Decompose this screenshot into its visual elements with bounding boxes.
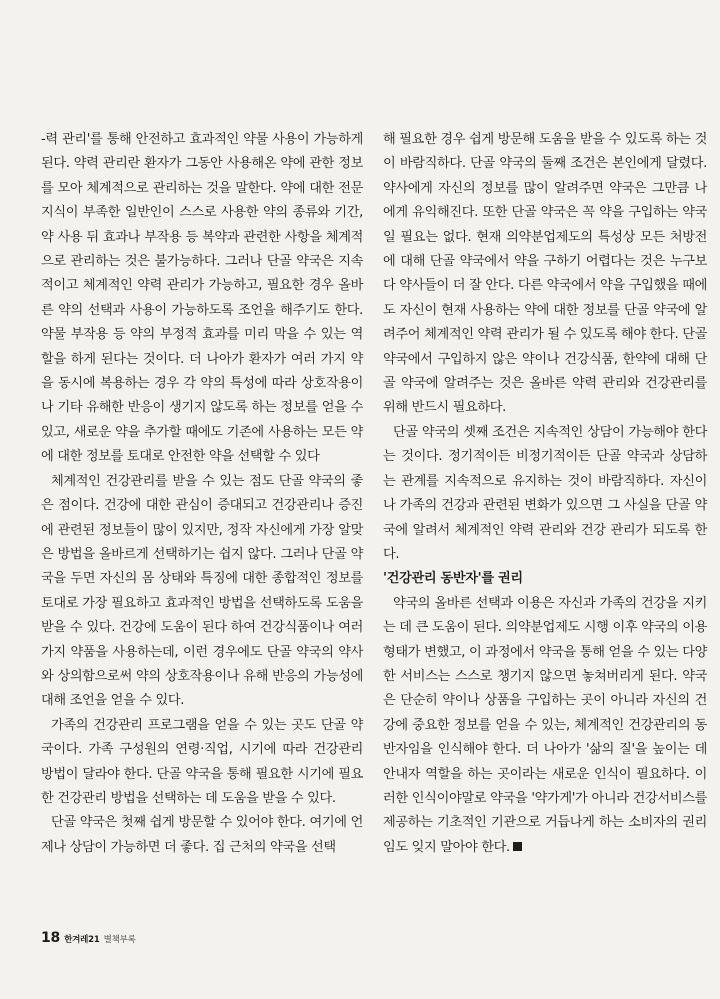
body-paragraph: 단골 약국은 첫째 쉽게 방문할 수 있어야 한다. 여기에 언제나 상담이 가능하면 더 좋다. 집 근처의 약국을 선택 <box>41 815 363 855</box>
body-paragraph: 단골 약국의 셋째 조건은 지속적인 상담이 가능해야 한다는 것이다. 정기적이든 비정기적이든 단골 약국과 상담하는 관계를 지속적으로 유지하는 것이 바람직하다. 자신이나 가족의 건강과 관련된 변화가 있으면 그 사실을 단골 약국에 알려서 체계적인 약력 관리와 건강 관리가 되도록 한다. <box>383 424 707 562</box>
section-name: 별책부록 <box>103 935 136 945</box>
section-heading: '건강관리 동반자'를 권리 <box>383 571 523 587</box>
page-number: 18 <box>41 930 61 946</box>
body-paragraph: 가족의 건강관리 프로그램을 얻을 수 있는 곳도 단골 약국이다. 가족 구성원의 연령·직업, 시기에 따라 건강관리 방법이 달라야 한다. 단골 약국을 통해 필요한 시기에 필요한 건강관리 방법을 선택하는 데 도움을 받을 수 있다. <box>41 717 363 806</box>
body-paragraph: -력 관리'를 통해 안전하고 효과적인 약물 사용이 가능하게 된다. 약력 관리란 환자가 그동안 사용해온 약에 관한 정보를 모아 체계적으로 관리하는 것을 말한다. 약에 대한 전문지식이 부족한 일반인이 스스로 사용한 약의 종류와 기간, 약 사용 뒤 효과나 부작용 등 복약과 관련한 사항을 체계적으로 관리하는 것은 불가능하다. 그러나 단골 약국은 지속적이고 체계적인 약력 관리가 가능하고, 필요한 경우 올바른 약의 선택과 사용이 가능하도록 조언을 해주기도 한다. 약물 부작용 등 약의 부정적 효과를 미리 막을 수 있는 역할을 하게 된다는 것이다. 더 나아가 환자가 여러 가지 약을 동시에 복용하는 경우 각 약의 특성에 따라 상호작용이나 기타 유해한 반응이 생기지 않도록 하는 정보를 얻을 수 있고, 새로운 약을 추가할 때에도 기존에 사용하는 모든 약에 대한 정보를 토대로 안전한 약을 선택할 수 있다 <box>41 132 363 465</box>
body-paragraph: 해 필요한 경우 쉽게 방문해 도움을 받을 수 있도록 하는 것이 바람직하다. 단골 약국의 둘째 조건은 본인에게 달렸다. 약사에게 자신의 정보를 많이 알려주면 약국은 그만큼 나에게 유익해진다. 또한 단골 약국은 꼭 약을 구입하는 약국일 필요는 없다. 현재 의약분업제도의 특성상 모든 처방전에 대해 단골 약국에서 약을 구하기 어렵다는 것은 누구보다 약사들이 더 잘 안다. 다른 약국에서 약을 구입했을 때에도 자신이 현재 사용하는 약에 대한 정보를 단골 약국에 알려주어 체계적인 약력 관리가 될 수 있도록 해야 한다. 단골 약국에서 구입하지 않은 약이나 건강식품, 한약에 대해 단골 약국에 알려주는 것은 올바른 약력 관리와 건강관리를 위해 반드시 필요하다. <box>383 132 707 416</box>
left-column <box>41 128 363 860</box>
body-paragraph <box>383 592 707 860</box>
page-footer <box>41 930 136 946</box>
body-paragraph: 체계적인 건강관리를 받을 수 있는 점도 단골 약국의 좋은 점이다. 건강에 대한 관심이 증대되고 건강관리나 증진에 관련된 정보들이 많이 있지만, 정작 자신에게 가장 알맞은 방법을 올바르게 선택하기는 쉽지 않다. 그러나 단골 약국을 두면 자신의 몸 상태와 특징에 대한 종합적인 정보를 토대로 가장 필요하고 효과적인 방법을 선택하도록 도움을 받을 수 있다. 건강에 도움이 된다 하여 건강식품이나 여러 가지 약품을 사용하는데, 이런 경우에도 단골 약국의 약사와 상의함으로써 약의 상호작용이나 유해 반응의 가능성에 대해 조언을 얻을 수 있다. <box>41 473 363 709</box>
body-paragraph-text: 약국의 올바른 선택과 이용은 자신과 가족의 건강을 지키는 데 큰 도움이 된다. 의약분업제도 시행 이후 약국의 이용 형태가 변했고, 이 과정에서 약국을 통해 얻을 수 있는 다양한 서비스는 스스로 챙기지 않으면 놓쳐버리게 된다. 약국은 단순히 약이나 상품을 구입하는 곳이 아니라 자신의 건강에 중요한 정보를 얻을 수 있는, 체계적인 건강관리의 동반자임을 인식해야 한다. 더 나아가 '삶의 질'을 높이는 데 안내자 역할을 하는 곳이라는 새로운 인식이 필요하다. 이러한 인식이야말로 약국을 '약가게'가 아니라 건강서비스를 제공하는 기초적인 기관으로 거듭나게 하는 소비자의 권리임도 잊지 말아야 한다. <box>383 595 707 855</box>
publication-name: 한겨레21 <box>64 935 100 945</box>
end-mark-icon <box>513 842 522 851</box>
right-column <box>383 128 707 860</box>
